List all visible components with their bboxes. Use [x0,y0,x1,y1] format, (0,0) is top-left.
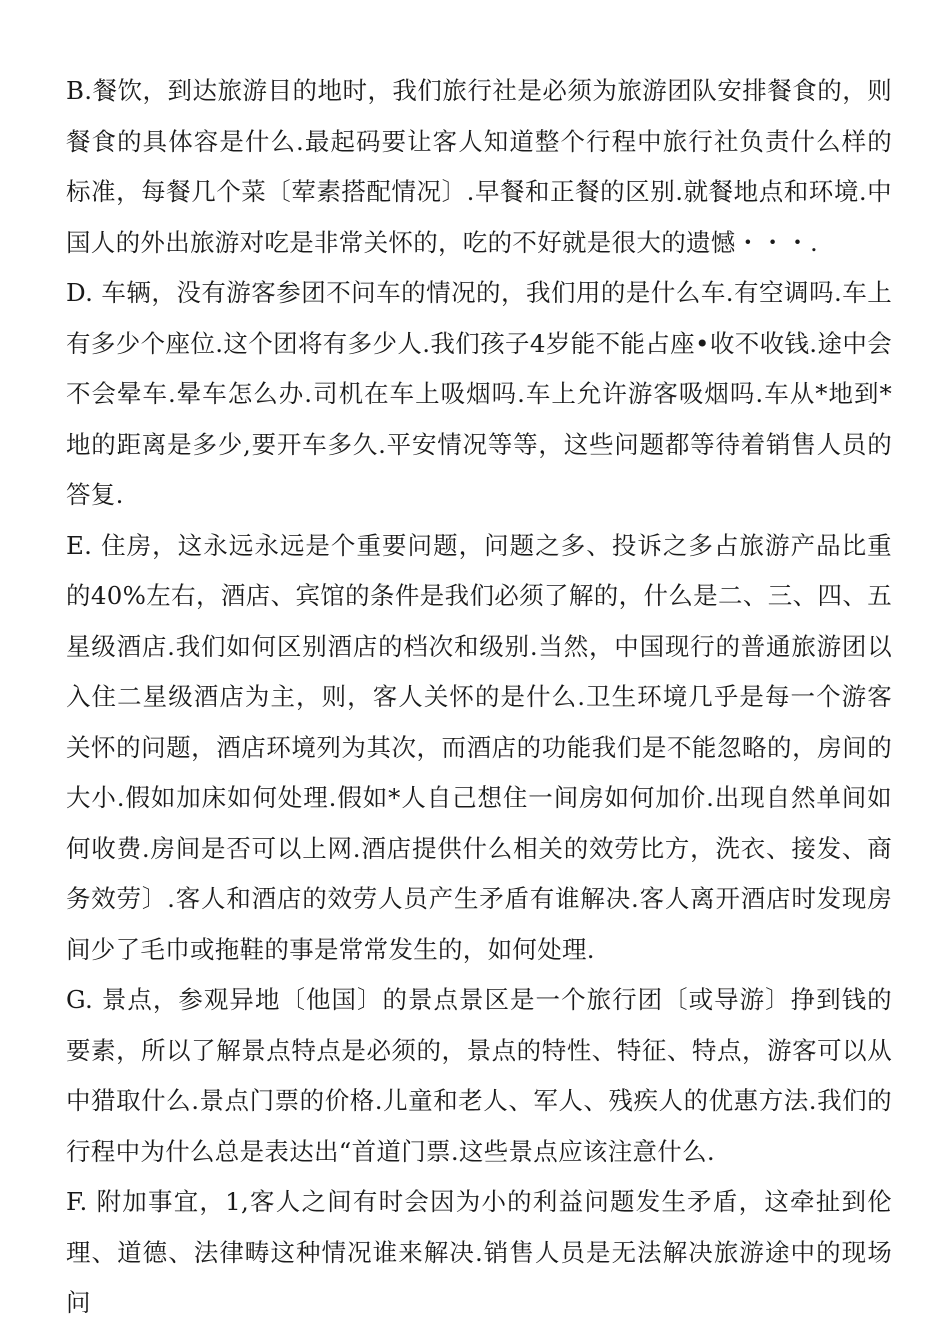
document-body [66,66,892,1329]
paragraph-dining: B.餐饮，到达旅游目的地时，我们旅行社是必须为旅游团队安排餐食的，则餐食的具体容是什么.最起码要让客人知道整个行程中旅行社负责什么样的标准，每餐几个菜〔荤素搭配情况〕.早餐和正餐的区别.就餐地点和环境.中国人的外出旅游对吃是非常关怀的，吃的不好就是很大的遗憾・・・. [66,76,892,257]
paragraph-additional-matters: F. 附加事宜，1,客人之间有时会因为小的利益问题发生矛盾，这牵扯到伦理、道德、法律畴这种情况谁来解决.销售人员是无法解决旅游途中的现场问 [66,1187,892,1317]
paragraph-vehicles: D. 车辆，没有游客参团不问车的情况的，我们用的是什么车.有空调吗.车上有多少个座位.这个团将有多少人.我们孩子4岁能不能占座•收不收钱.途中会不会晕车.晕车怎么办.司机在车上吸烟吗.车上允许游客吸烟吗.车从*地到*地的距离是多少,要开车多久.平安情况等等，这些问题都等待着销售人员的答复. [66,278,892,509]
paragraph-accommodation: E. 住房，这永远永远是个重要问题，问题之多、投诉之多占旅游产品比重的40%左右，酒店、宾馆的条件是我们必须了解的，什么是二、三、四、五星级酒店.我们如何区别酒店的档次和级别.当然，中国现行的普通旅游团以入住二星级酒店为主，则，客人关怀的是什么.卫生环境几乎是每一个游客关怀的问题，酒店环境列为其次，而酒店的功能我们是不能忽略的，房间的大小.假如加床如何处理.假如*人自己想住一间房如何加价.出现自然单间如何收费.房间是否可以上网.酒店提供什么相关的效劳比方，洗衣、接发、商务效劳〕.客人和酒店的效劳人员产生矛盾有谁解决.客人离开酒店时发现房间少了毛巾或拖鞋的事是常常发生的，如何处理. [66,530,892,964]
paragraph-attractions: G. 景点，参观异地〔他国〕的景点景区是一个旅行团〔或导游〕挣到钱的要素，所以了解景点特点是必须的，景点的特性、特征、特点，游客可以从中猎取什么.景点门票的价格.儿童和老人、军人、残疾人的优惠方法.我们的行程中为什么总是表达出“首道门票.这些景点应该注意什么. [66,985,892,1166]
